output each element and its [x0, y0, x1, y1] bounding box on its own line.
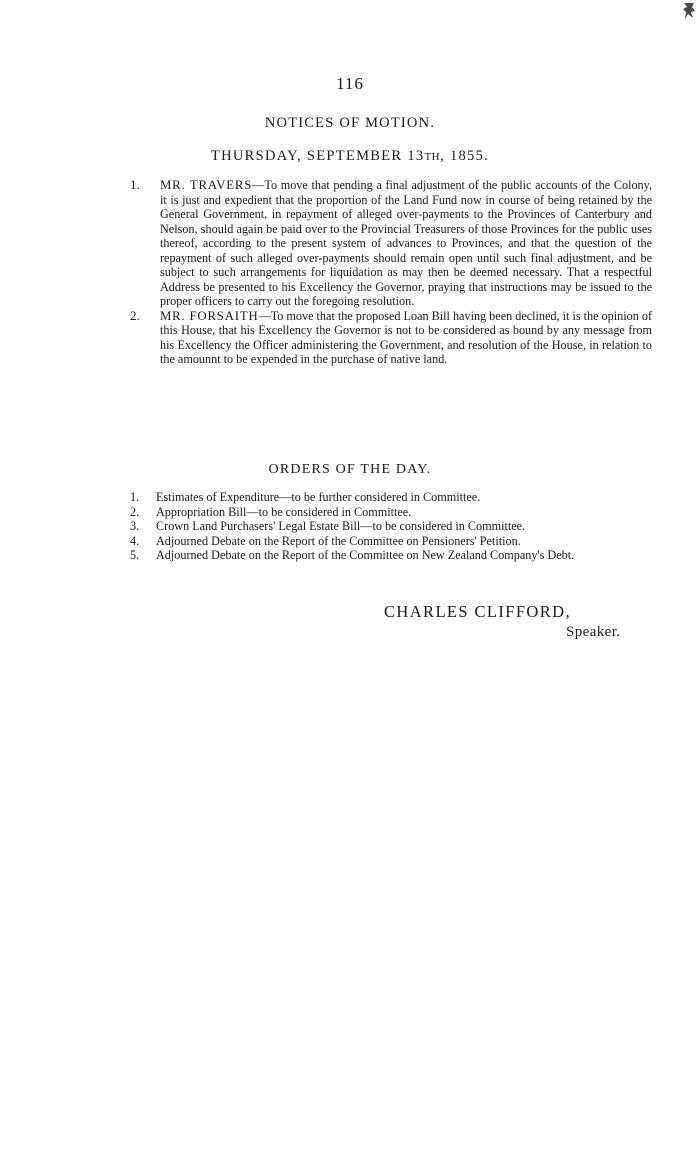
- order-number: 3.: [130, 519, 140, 533]
- motion-item: [130, 178, 652, 309]
- orders-list: [130, 490, 650, 563]
- order-text: Crown Land Purchasers' Legal Estate Bill—to be considered in Committee.: [156, 519, 526, 533]
- order-number: 1.: [130, 490, 140, 504]
- order-text: Adjourned Debate on the Report of the Committee on New Zealand Company's Debt.: [156, 548, 575, 562]
- order-text: Estimates of Expenditure—to be further considered in Committee.: [156, 490, 481, 504]
- corner-stamp-mark: [682, 2, 696, 20]
- order-item: [130, 534, 650, 549]
- signature-title: Speaker.: [566, 624, 621, 640]
- orders-of-the-day-heading: ORDERS OF THE DAY.: [268, 462, 432, 477]
- motion-member: MR. TRAVERS: [160, 178, 253, 192]
- notices-of-motion-heading: NOTICES OF MOTION.: [264, 115, 436, 131]
- motion-member: MR. FORSAITH: [160, 308, 259, 323]
- signature-name: CHARLES CLIFFORD,: [384, 602, 571, 621]
- order-item: [130, 505, 650, 520]
- order-item: [130, 548, 650, 563]
- motion-text: —To move that pending a final adjustment of the public accounts of the Colony, it is just and expedient that the proportion of the Land Fund now in course of being retained by the General Government, in repayment of alleged over-payments to the Provinces of Canterbury and Nelson, should again be paid over to the Provincial Treasurers of those Provinces for the public uses thereof, according to the present system of advances to Provinces, and that the question of the repayment of such alleged over-payments should remain open until such final adjustment, and be subject to such arrangements for liquidation as may then be deemed necessary. That a respectful Address be presented to his Excellency the Governor, praying that instructions may be issued to the proper officers to carry out the foregoing resolution.: [160, 178, 652, 308]
- order-number: 5.: [130, 548, 140, 562]
- order-number: 2.: [130, 504, 140, 519]
- order-item: [130, 490, 650, 505]
- date-heading: [0, 148, 700, 165]
- date-heading-suffix: TH: [424, 151, 441, 163]
- motion-item: [130, 309, 652, 367]
- order-item: [130, 519, 650, 534]
- motion-number: 2.: [130, 307, 140, 323]
- page-number: 116: [336, 74, 364, 93]
- order-number: 4.: [130, 533, 140, 548]
- motion-number: 1.: [130, 177, 140, 192]
- order-text: Adjourned Debate on the Report of the Committee on Pensioners' Petition.: [156, 533, 521, 548]
- motion-text: —To move that the proposed Loan Bill having been declined, it is the opinion of this House, that his Excellency the Governor is not to be considered as bound by any message from his Excellency the Officer administering the Government, and resolution of the House, in relation to the amounnt to be expended in the purchase of native land.: [160, 308, 652, 366]
- date-heading-prefix: THURSDAY, SEPTEMBER 13: [210, 148, 425, 164]
- motions-list: [130, 178, 652, 367]
- order-text: Appropriation Bill—to be considered in Committee.: [156, 504, 412, 519]
- date-heading-year: , 1855.: [440, 148, 490, 164]
